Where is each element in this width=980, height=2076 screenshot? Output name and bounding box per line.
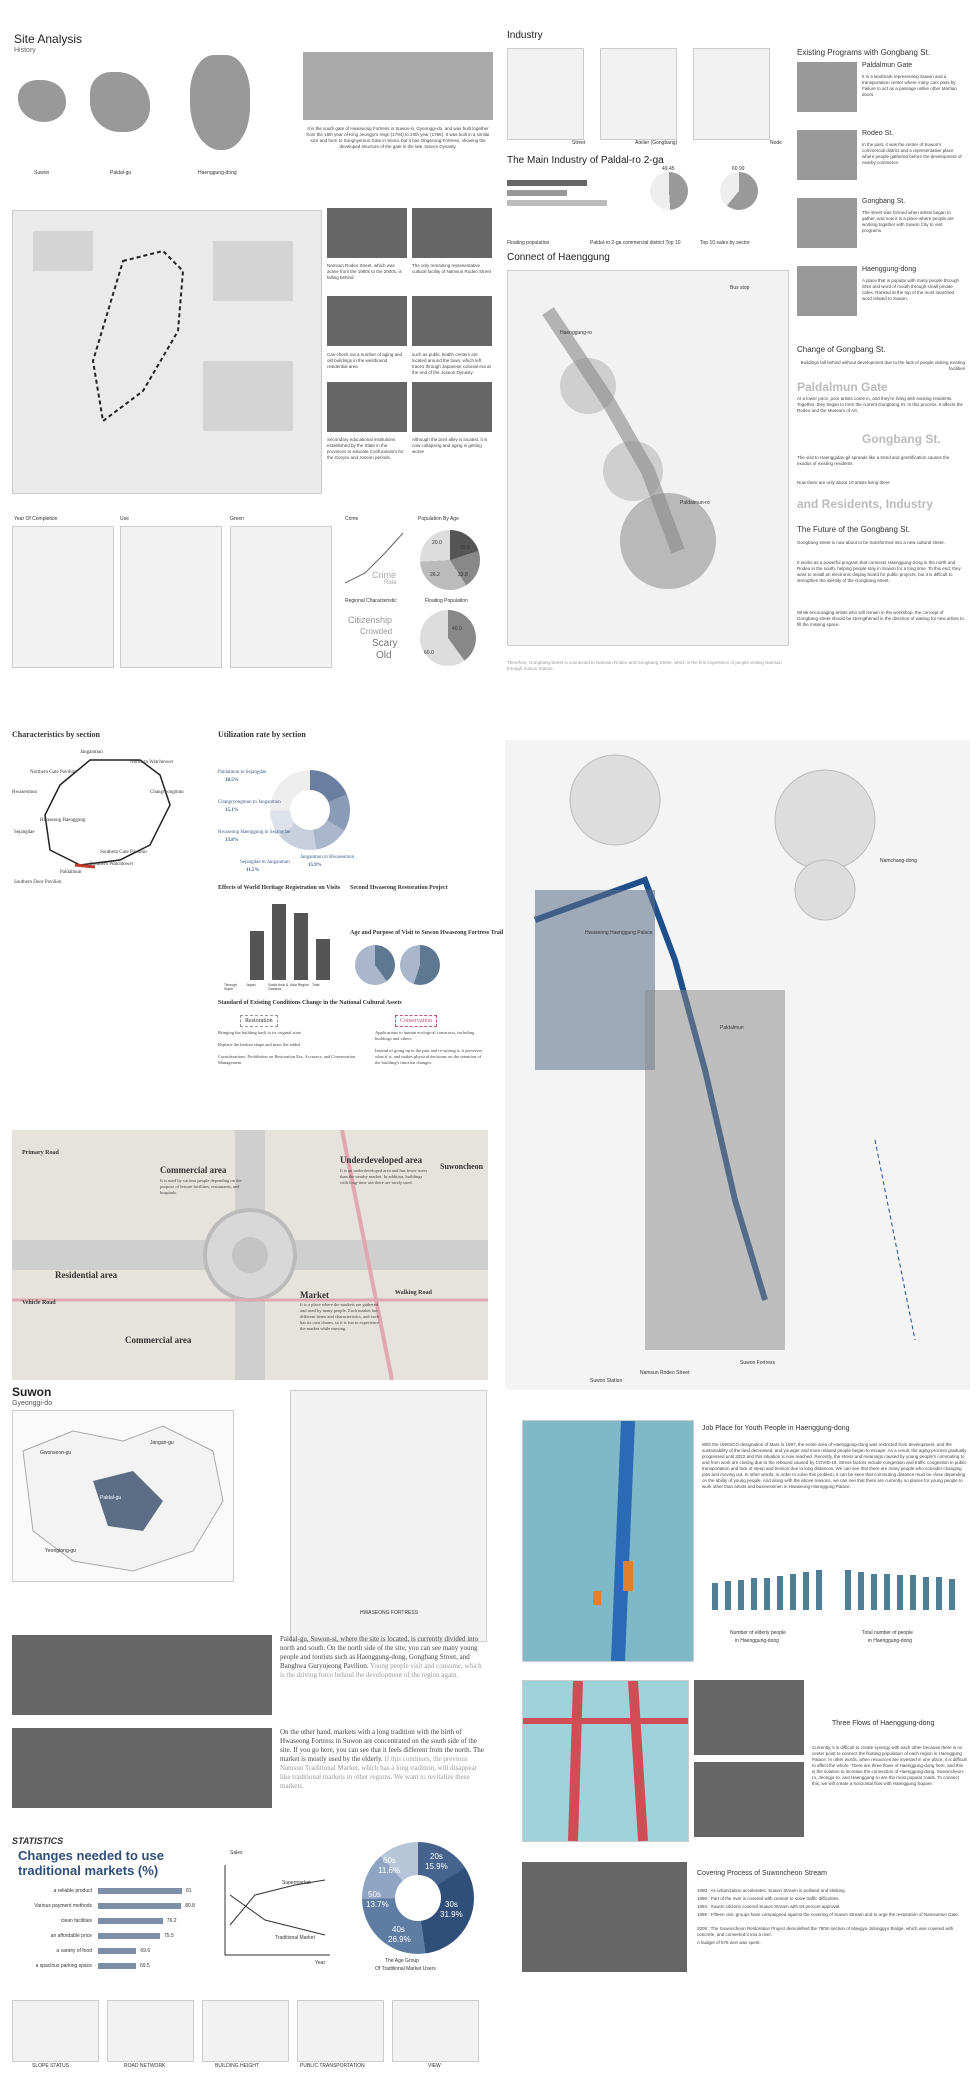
grid-label: Population By Age (418, 516, 459, 522)
grid-label: Green (230, 516, 244, 522)
chart-label: in Haenggung-dong (868, 1638, 912, 1644)
age-title: Age and Purpose of Visit to Suwon Hwaseong Fortress Trail (350, 930, 504, 936)
industry-map (600, 48, 677, 140)
donut-hole (395, 1875, 441, 1921)
fortress-map (290, 1390, 487, 1642)
stats-bar (98, 1963, 136, 1969)
char-title: Characteristics by section (12, 730, 100, 739)
industry-map (507, 48, 584, 140)
population-bar (910, 1575, 916, 1610)
legend-item: Floating population (507, 240, 550, 246)
effects-bar-label: Total (312, 983, 320, 987)
chart-label: Total number of people (862, 1630, 913, 1636)
industry-value: 60.99 (732, 166, 745, 172)
effects-bar-label: South Asia & Oceania (268, 983, 289, 991)
road-title: Primary Road (22, 1150, 59, 1156)
map-label: Paldal-gu (110, 170, 132, 176)
haenggung-map (190, 55, 250, 150)
area-label: Suwoncheon (440, 1162, 484, 1171)
pop-value: 26.2 (430, 572, 440, 578)
program-name: Rodeo St. (862, 130, 894, 137)
restoration-item: Bringing the building back to its original state (218, 1030, 301, 1035)
conservation-item: Instead of going up to the past and re-storing it, it preserves what it is, and makes physical decisions on the intention of the building's function changes. (375, 1048, 483, 1065)
effects-bar (272, 904, 286, 980)
map-label: Suwon Fortress (740, 1360, 776, 1366)
age-group-label: 50s (368, 1890, 381, 1899)
trend-label: Supermarket (282, 1880, 311, 1886)
photo-caption: Can check out a number of aging and old buildings in the westbound residential area (327, 352, 403, 369)
north-text (280, 1635, 485, 1680)
stats-bar-label: a variety of food (56, 1948, 92, 1954)
population-bar (949, 1579, 955, 1610)
photo-caption: Namsun Rodeo Street, which was active from the 1980s to the 2000s, is falling behind (327, 263, 402, 280)
place-label: Paldalmun (60, 870, 82, 875)
future-text: Gongbang street is now about to be transformed into a new cultural street. (797, 540, 945, 545)
legend-item: Top 10 sales by sector (700, 240, 750, 246)
util-value: 15.9% (308, 863, 322, 868)
util-value: 13.8% (225, 838, 239, 843)
map-label: Haenggung-dong (198, 170, 237, 176)
future-title: The Future of the Gongbang St. (797, 525, 910, 534)
population-bar (936, 1577, 942, 1610)
stats-title: Changes needed to use traditional markets (%) (18, 1848, 164, 1878)
population-bar (738, 1580, 744, 1610)
road-title: Walking Road (395, 1290, 432, 1296)
completion-map (12, 526, 114, 668)
photo-caption: Although the print alley is located, it is now collapsing and aging is getting worse (412, 437, 488, 454)
util-label: Paldalmun to Sejangdae (218, 770, 267, 775)
existing-title: Existing Programs with Gongbang St. (797, 48, 930, 57)
regional-title: Regional Characteristic (345, 598, 397, 604)
place-label: Hwaseong Haenggung (40, 818, 86, 823)
map-label: Bus stop (730, 285, 750, 291)
trend-label: Traditional Market (275, 1935, 315, 1941)
stats-bar-value: 69.5 (140, 1963, 150, 1969)
process-item: 1990 : Part of the river is covered with cement to solve traffic difficulties. (697, 1896, 840, 1901)
future-text: It works as a powerful program that connects Haenggung-dong in the north and Rodeo in the south, helping people stay in Suwon for a long time. To this end, they want to install an electronic display board for public projects, but it is difficult to strengthen the identity of the Gongbang street. (797, 560, 961, 583)
photo (327, 296, 407, 346)
population-bar (871, 1574, 877, 1610)
stats-bar (98, 1948, 136, 1954)
conservation-box: Conservation (395, 1015, 437, 1027)
map-label: Namchang-dong (880, 858, 917, 864)
population-bar (897, 1575, 903, 1610)
age-group-value: 11.6% (378, 1866, 401, 1875)
util-value: 18.5% (225, 778, 239, 783)
grid-label: Year Of Completion (14, 516, 58, 522)
industry-donut (720, 172, 758, 210)
connect-title: Connect of Haenggung (507, 252, 610, 263)
photo-caption: The only remaining representative cultural facility of Namsun Rodeo Street (412, 263, 492, 274)
population-bar (816, 1570, 822, 1610)
trend-label: Year (315, 1960, 326, 1966)
north-text-main: Paldal-gu, Suwon-si, where the site is located, is currently divided into north and south. On the north side of the site, you can see many young people and tourists such as Haenggung-dong, Gongbang Street, and Banghwa Guryujeong Pavilion. (280, 1635, 479, 1670)
stats-bar (98, 1918, 163, 1924)
regional-word: Old (376, 650, 392, 661)
analysis-label: ROAD NETWORK (124, 2063, 166, 2069)
population-bar (803, 1572, 809, 1610)
regional-word: Crowded (360, 627, 393, 636)
process-title: Covering Process of Suwoncheon Stream (697, 1870, 827, 1877)
floating-value: 40.0 (452, 626, 462, 632)
connect-map (507, 270, 789, 646)
job-text: With the UNESCO designation of Mars in 1997, the entire area of Haenggung-dong was restricted from development, and the sustainability of the land decreased, and younger and more relaxed people began to escape. As a result, the aging process gradually progressed until 2022 and this situation is now reached. Recently, the stress and meanings caused by young people's commuting to and from work are closing due to the rebound caused by COVID-19. Stress factors include congestion and traffic congestion in public transportation and lack of steep and tension due to long distances. We can see that there are many people who consider changing jobs and moving out. In other words, in order to solve this problem, it can be seen that commuting distance must be close depending on the ability of young people. And along with the above reasons, we can see that there are currently no places for young people to work other than artists and businessmen in Hwaseong Haenggung Palace. (702, 1442, 967, 1489)
util-value: 15.1% (225, 808, 239, 813)
youth-map (522, 1420, 694, 1662)
pop-value: 20.9 (460, 545, 470, 551)
age-group-label: 60s (383, 1856, 396, 1865)
stats-bar-label: an affordable price (50, 1933, 92, 1939)
district-label: Jangan-gu (150, 1440, 174, 1446)
site-map (12, 210, 322, 494)
area-label: Residential area (55, 1270, 118, 1280)
green-map (230, 526, 332, 668)
page-title: Site Analysis (14, 32, 83, 46)
photo (412, 296, 492, 346)
industry-bar (507, 200, 607, 206)
age-caption: Of Traditional Market Users (375, 1966, 436, 1972)
population-bar (725, 1581, 731, 1610)
change-text: Buildings fall behind without development due to the lack of people visiting existing facilities (800, 360, 965, 371)
area-text: It is a place where the markets are gathered and used by many people. Each market has different items and characteristics, and each has its own charm, so it is fun to experience the market while moving. (300, 1302, 379, 1331)
program-photo (797, 62, 857, 112)
change-text: The visit to Haenggidan-gil spreads like a trend and gentrification causes the exodus of existing residents (797, 455, 950, 466)
program-text: In the past, it was the center of Suwon's commercial district and a representative place where people gathered before the development of nearby commerce. (862, 142, 962, 165)
program-text: The street was formed when artists began to gather, and now it is a place where people are working together with Suwon City to visit programs. (862, 210, 954, 233)
analysis-map (392, 2000, 479, 2062)
area-label: Commercial area (160, 1165, 227, 1175)
stats-chart (12, 1888, 212, 1983)
map-label: Suwon Station (590, 1378, 623, 1384)
population-bar (777, 1576, 783, 1610)
grid-label: Crime (345, 516, 359, 522)
stats-bar-label: Various payment methods (34, 1903, 92, 1909)
stats-bar-value: 80.8 (185, 1903, 195, 1909)
pop-value: 32.8 (458, 572, 468, 578)
age-group-value: 15.9% (425, 1862, 448, 1871)
area-text: It is used by various people depending on the purpose of leisure facilities, restaurants, and hospitals. (160, 1178, 242, 1195)
analysis-map (107, 2000, 194, 2062)
change-title: Change of Gongbang St. (797, 345, 886, 354)
industry-label: Node (770, 140, 782, 146)
industry-value: 49.45 (662, 166, 675, 172)
restoration-box: Restoration (240, 1015, 278, 1027)
population-bar (790, 1574, 796, 1610)
age-group-value: 31.9% (440, 1910, 463, 1919)
age-donut (355, 945, 395, 985)
industry-label: Atelier (Gongbang) (635, 140, 678, 146)
flows-text: Currently, it is difficult to create synergy with each other because there is no center point to connect the floating population of each region in Haenggung Palace. In other words, when resources are invested in one place, it is difficult to affect the whole. There are three flows of Haenggung-dong here, and this is the solution to increase the connection of Haenggung-dong. Suwoncheon-ro, Jeongjo-ro, and Haenggung-ro are the most popular roads. To connect this, we will create a horizontal flow with Haenggung Square. (812, 1745, 967, 1786)
elderly-chart (712, 1565, 832, 1610)
effects-chart (218, 895, 338, 995)
trend-chart (215, 1855, 335, 1965)
south-text (280, 1728, 485, 1791)
place-label: Sejangdae (14, 830, 35, 835)
area-text: It is an underdeveloped area and has fewer users than the nearby market. In addition, buildings with long-time use there are rarely used. (340, 1168, 428, 1185)
util-label: Hwaseong Haenggung to Sejangdae (218, 830, 291, 835)
effects-bar (250, 931, 264, 980)
history-photo (303, 52, 493, 120)
suwon-subtitle: Gyeonggi-do (12, 1400, 53, 1407)
stats-bar-value: 81 (186, 1888, 192, 1894)
market-photo (12, 1728, 272, 1808)
floating-donut (420, 610, 476, 666)
area-label: Market (300, 1290, 329, 1300)
process-item: A budget of 676 won was spent. (697, 1940, 761, 1945)
stats-bar-value: 69.6 (140, 1948, 151, 1954)
photo-caption: Secondary educational institutions established by the State in the provinces to educate Confucianism for the Goryeo and Joseon periods. (327, 437, 404, 460)
stats-bar (98, 1903, 181, 1909)
suwon-title: Suwon (12, 1385, 52, 1399)
total-chart (845, 1565, 965, 1610)
south-text-muted: If this continues, the previous Namsun Traditional Market, which has a long tradition, will disappear like traditional markets in other regions. We want to revitalize these markets. (280, 1755, 477, 1790)
flows-photo (694, 1680, 804, 1755)
population-bar (923, 1577, 929, 1610)
process-item: 1994 : Suwon citizens covered Suwon Stream with 84 percent approval. (697, 1904, 841, 1909)
place-label: Hwaseomun (12, 790, 37, 795)
industry-donut (650, 172, 688, 210)
north-text-muted: Young people visit and consume, which is the driving force behind the development of the region again. (280, 1662, 482, 1679)
util-label: Janganmun to Hwaseomun (300, 855, 355, 860)
page-subtitle: History (14, 47, 36, 54)
photo (327, 208, 407, 258)
util-label: Changryongmun to Janganmun (218, 800, 281, 805)
stream-photo (522, 1862, 687, 1972)
area-label: Commercial area (125, 1335, 192, 1345)
change-text: Now there are only about 10 artists living there (797, 480, 890, 485)
stats-bar-label: a spacious parking space (35, 1963, 92, 1969)
chart-label: Number of elderly people (730, 1630, 786, 1636)
process-item: 2009 : The Suwoncheon Restoration Project demolished the 780m section of Maegyo-Jidonggyo Bridge, which was covered with concrete, and converted it into a river. (697, 1926, 954, 1937)
place-label: Southern Gate Pavilion (100, 850, 147, 855)
process-item: 1995 : Fifteen civic groups have campaigned against the covering of Suwon Stream and to urge the restoration of Namsumun Gate. (697, 1912, 960, 1917)
age-group-value: 26.9% (388, 1935, 411, 1944)
population-bar (858, 1572, 864, 1610)
industry-title: Industry (507, 30, 543, 41)
photo (327, 382, 407, 432)
map-label: Suwon (34, 170, 50, 176)
age-group-label: 40s (392, 1925, 405, 1934)
effects-bar (316, 939, 330, 980)
analysis-label: SLOPE STATUS (32, 2063, 70, 2069)
effects-bar-label: Through Super (224, 983, 238, 991)
stats-bar-label: a reliable product (53, 1888, 92, 1894)
effects-bar-label: Asia Region (290, 983, 309, 987)
process-item: 1980 : As urbanization accelerates, Suwon Stream is polluted and stinking. (697, 1888, 846, 1893)
industry-label: Street (572, 140, 586, 146)
photo (412, 208, 492, 258)
district-label: HWASEONG FORTRESS (360, 1610, 419, 1616)
stats-label: STATISTICS (12, 1836, 64, 1846)
age-group-value: 13.7% (366, 1900, 389, 1909)
population-bar (764, 1578, 770, 1610)
change-big: Paldalmun Gate (797, 380, 888, 394)
map-label: Hwaseong Haenggung Palace (585, 930, 653, 936)
restoration-item: Replace the broken shape and mass the added (218, 1042, 301, 1047)
place-label: Janganmun (80, 750, 103, 755)
photo-caption: such as public health centers are located around the town, which left traces through Japanese colonial era at the end of the Joseon Dynasty. (412, 352, 491, 375)
age-group-label: 30s (445, 1900, 458, 1909)
flows-photo (694, 1762, 804, 1837)
future-text: While encouraging artists who still remain in the workshop, the concept of Gongbang street should be strengthened in the direction of waiting for new artists to fill the missing space. (797, 610, 964, 627)
conservation-item: Applications to human ecological constructs, including buildings and others (375, 1030, 475, 1041)
place-label: Changryongmun (150, 790, 184, 795)
industry-map (693, 48, 770, 140)
program-name: Gongbang St. (862, 198, 906, 205)
restoration-title: Second Hwaseong Restoration Project (350, 885, 448, 891)
floating-title: Floating Population (425, 598, 468, 604)
analysis-label: VIEW (428, 2063, 441, 2069)
paldal-map (90, 72, 150, 132)
stats-bar-value: 75.5 (164, 1933, 174, 1939)
age-group-label: 20s (430, 1852, 443, 1861)
route-map (505, 740, 970, 1390)
pop-donut (420, 530, 480, 590)
program-name: Paldalmun Gate (862, 62, 913, 69)
map-label: Haenggung-ro (560, 330, 592, 336)
change-text: At a lower price, poor artists come in, and they're living with existing residents. Together, they began to form the current Gongbang St. In this process, it affects the Rodeo and the Museum of Art. (797, 396, 964, 413)
photo (412, 382, 492, 432)
program-photo (797, 266, 857, 316)
analysis-label: BUILDING HEIGHT (215, 2063, 259, 2069)
job-title: Job Place for Youth People in Haenggung-dong (702, 1425, 850, 1432)
program-text: A place that is popular with many people through SNS and word of mouth through small private cafes. Ranked at the top of the most searched word related to Suwon. (862, 278, 960, 301)
donut-hole (290, 790, 330, 830)
history-text: It is the south gate of Hwaseong Fortress in Suwon-si, Gyeonggi-do, and was built together from the 18th year of King Jeongjo's reign (1794) to 20th year (1796). It was built in a similar size and form to Sungnyemun Gate in Seoul, but it has Ongseong Fortress, showing the developed structure of the gate in the late Joseon Dynasty. (306, 126, 490, 149)
analysis-label: PUBLIC TRANSPORTATION (300, 2063, 365, 2069)
population-bar (845, 1570, 851, 1610)
connect-caption: Therefore, Gongbang Street is connected to Namsun Rodeo and Gongbang Street, which is the first impression of people visiting Namsun through Suwon Station. (507, 660, 782, 671)
street-photo (12, 1635, 272, 1715)
stats-bar (98, 1933, 160, 1939)
south-text-main: On the other hand, markets with a long tradition with the birth of Hwaseong Fortress in Suwon are concentrated on the south side of the site. If you go here, you can see that it feels different from the north. The market is mostly used by the elderly. (280, 1728, 484, 1763)
effects-bar (294, 913, 308, 980)
floating-value: 60.0 (424, 650, 434, 656)
main-industry-title: The Main Industry of Paldal-ro 2-ga (507, 155, 664, 166)
change-big: and Residents, Industry (797, 497, 934, 511)
program-name: Haenggung-dong (862, 266, 917, 273)
place-label: Southern Watchtower (90, 862, 134, 867)
map-label: Paldalmun (720, 1025, 744, 1031)
industry-bar (507, 180, 587, 186)
stats-bar-value: 76.2 (166, 1918, 177, 1924)
area-label: Underdeveloped area (340, 1155, 423, 1165)
place-label: Northern Watchtower (130, 760, 174, 765)
trend-label: Sales (230, 1850, 243, 1856)
population-bar (884, 1574, 890, 1610)
analysis-map (12, 2000, 99, 2062)
district-label: Gwonseon-gu (40, 1450, 72, 1456)
standard-title: Standard of Existing Conditions Change in the National Cultural Assets (218, 1000, 402, 1006)
map-label: Namsun Rodeo Street (640, 1370, 690, 1376)
crime-word: Rate (384, 580, 397, 586)
district-label: Yeongtong-gu (45, 1548, 76, 1554)
util-title: Utilization rate by section (218, 730, 306, 739)
regional-word: Citizenship (348, 615, 393, 625)
program-photo (797, 198, 857, 248)
effects-bar-label: Japan (246, 983, 256, 987)
pop-value: 20.0 (432, 540, 442, 546)
change-big: Gongbang St. (862, 432, 941, 446)
regional-word: Scary (372, 638, 398, 649)
district-label: Paldal-gu (100, 1495, 122, 1501)
analysis-map (202, 2000, 289, 2062)
stats-bar-label: clean facilities (60, 1918, 92, 1924)
effects-title: Effects of World Heritage Registration on Visits (218, 885, 341, 891)
age-caption: The Age Group (385, 1958, 419, 1964)
road-title: Vehicle Road (22, 1300, 56, 1306)
grid-label: Use (120, 516, 129, 522)
suwon-map (12, 1410, 234, 1582)
stats-bar (98, 1888, 182, 1894)
use-map (120, 526, 222, 668)
flows-map (522, 1680, 689, 1842)
crime-word: Crime (372, 570, 396, 580)
industry-bar (507, 190, 567, 196)
analysis-map (297, 2000, 384, 2062)
place-label: Southern Door Pavilion (14, 880, 62, 885)
program-text: It is a landmark representing Suwon and a transportation center where many cars pass by. Failure to act as a passage unlike other Martian doors. (862, 74, 957, 97)
program-photo (797, 130, 857, 180)
restoration-item: Considerations: Prohibition on Restoration Era, Accuracy, and Conservation Management (218, 1054, 356, 1065)
chart-label: in Haenggung-dong (735, 1638, 779, 1644)
place-label: Northern Gate Pavilion (30, 770, 77, 775)
age-donut (400, 945, 440, 985)
population-bar (751, 1578, 757, 1610)
util-value: 11.5% (246, 868, 260, 873)
population-bar (712, 1583, 718, 1610)
suwon-map (18, 80, 66, 122)
util-label: Sejangdae to Janganmun (240, 860, 290, 865)
legend-item: Paldal-ro 2-ga commercial district Top 10 (590, 240, 681, 246)
flows-title: Three Flows of Haenggung-dong (832, 1720, 935, 1727)
map-label: Paldalmun-ro (680, 500, 710, 506)
